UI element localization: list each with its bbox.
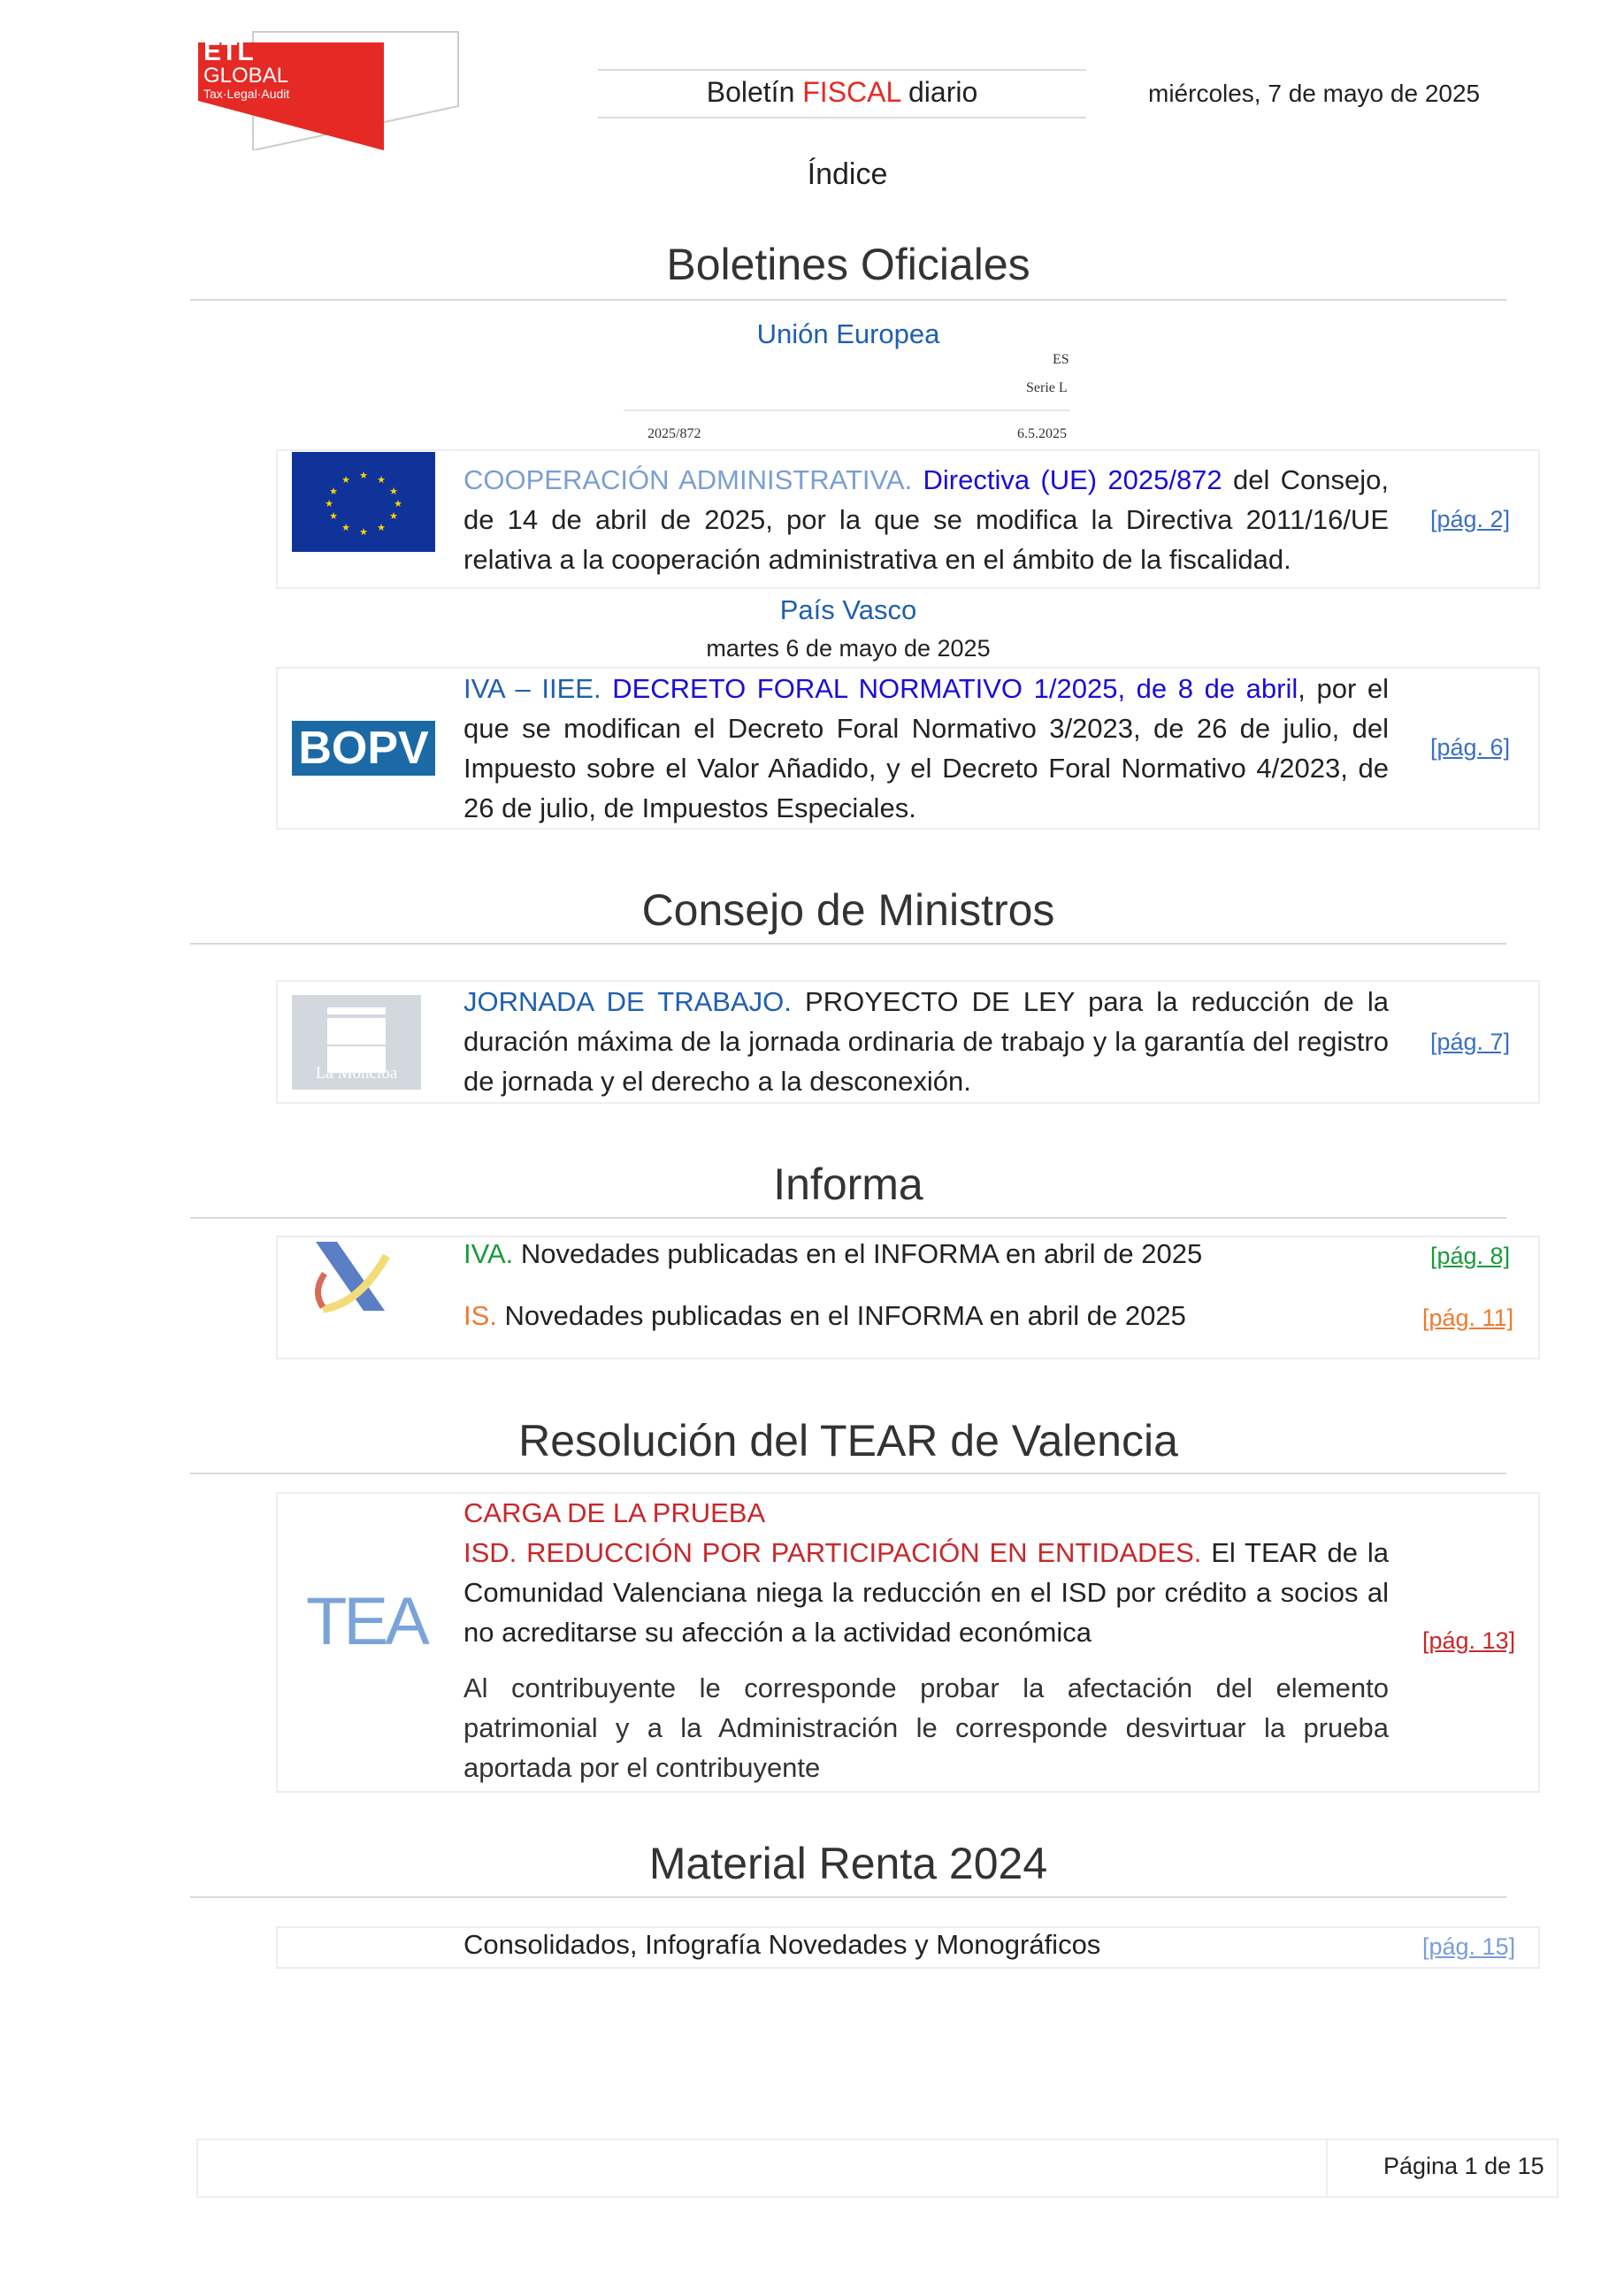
section-title-consejo: Consejo de Ministros — [641, 885, 1055, 935]
svg-text:★: ★ — [389, 486, 398, 497]
eu-flag-icon — [292, 452, 435, 552]
entry-ue-text: COOPERACIÓN ADMINISTRATIVA. Directiva (UE) 2025/872 del Consejo, de 14 de abril de 2025, por la que se modifica la Directiva 2011/16/UE relativa a la cooperación administrativa en el ámbito de la fiscalidad. — [463, 464, 1389, 575]
entry-bopv-text: IVA – IIEE. DECRETO FORAL NORMATIVO 1/2025, de 8 de abril, por el que se modifican el Decreto Foral Normativo 3/2023, de 26 de julio, del Impuesto sobre el Valor Añadido, y el Decreto Foral Normativo 4/2023, de 26 de julio, de Impuestos Especiales. — [463, 673, 1389, 823]
directiva-link[interactable]: Directiva (UE) 2025/872 — [923, 464, 1222, 495]
aeat-logo-icon — [305, 1238, 394, 1318]
index-title: Índice — [807, 157, 888, 191]
svg-text:★: ★ — [377, 523, 386, 533]
page-link-7[interactable]: [pág. 7] — [1430, 1029, 1511, 1055]
section-title-tear: Resolución del TEAR de Valencia — [518, 1416, 1178, 1466]
tea-logo: TEA — [306, 1584, 426, 1659]
informa-item-iva: IVA. Novedades publicadas en el INFORMA en abril de 2025 — [463, 1238, 1203, 1269]
page-link-2[interactable]: [pág. 2] — [1430, 506, 1511, 532]
bulletin-title: Boletín FISCAL diario — [706, 76, 978, 108]
svg-text:★: ★ — [341, 523, 350, 533]
svg-text:★: ★ — [329, 486, 338, 497]
page-link-15[interactable]: [pág. 15] — [1422, 1933, 1516, 1960]
page-link-6[interactable]: [pág. 6] — [1430, 734, 1511, 761]
document-page: ETL GLOBAL Tax·Legal·Audit Boletín FISCAL diario miércoles, 7 de mayo de 2025 Índice Boletines Oficiales Unión Europea ES Serie L 2025/872 6.5.2025 ★ ★ ★ ★ ★ ★ ★ ★ ★ ★ ★ ★ COOPERACIÓN ADMINISTRATIVA. Directiva (UE) 2025/872 del Consejo, de 14 de abril de 2025, por la que se modifica la Directiva 2011/16/UE relativa a la cooperación administrativa en el ámbito de la fiscalidad. [pág. 2] País Vasco martes 6 de mayo de 2025 BOPV IVA – IIEE. DECRETO FORAL NORMATIVO 1/2025, de 8 de abril, por el que se modifican el Decreto Foral Normativo 3/2023, de 26 de julio, del Impuesto sobre el Valor Añadido, y el Decreto Foral Normativo 4/2023, de 26 de julio, de Impuestos Especiales. [pág. 6] Consejo de Ministros La Moncloa JORNADA DE TRABAJO. PROYECTO DE LEY para la reducción de la duración máxima de la jornada ordinaria de trabajo y la garantía del registro de jornada y el derecho a la desconexión. [pág. 7] Informa IVA. Novedades publicadas en el INFORMA en abril de 2025 [pág. 8] IS. Novedades publicadas en el INFORMA en abril de 2025 [pág. 11] Resolución del TEAR de Valencia TEA CARGA DE LA PRUEBA ISD. REDUCCIÓN POR PARTICIPACIÓN EN ENTIDADES. El TEAR de la Comunidad Valenciana niega la reducción en el ISD por crédito a socios al no acreditarse su afección a la actividad económica Al contribuyente le corresponde probar la afectación del elemento patrimonial y a la Administración le corresponde desvirtuar la prueba aportada por el contribuyente [pág. 13] Material Renta 2024 Consolidados, Infografía Novedades y Monográficos [pág. 15] Página 1 de 15 — [0, 0, 1624, 2296]
section-title-renta: Material Renta 2024 — [648, 1839, 1048, 1888]
page-link-11[interactable]: [pág. 11] — [1422, 1305, 1514, 1331]
decreto-foral-link[interactable]: DECRETO FORAL NORMATIVO 1/2025, de 8 de abril — [612, 673, 1298, 704]
svg-text:★: ★ — [359, 527, 368, 538]
svg-text:★: ★ — [359, 471, 368, 481]
svg-text:★: ★ — [329, 511, 338, 522]
renta-text: Consolidados, Infografía Novedades y Monográficos — [463, 1929, 1101, 1960]
section-title-boletines: Boletines Oficiales — [666, 240, 1030, 289]
svg-text:★: ★ — [377, 475, 386, 486]
page-number: Página 1 de 15 — [1383, 2153, 1544, 2179]
bopv-logo: BOPV — [292, 721, 435, 776]
subsection-ue: Unión Europea — [756, 318, 940, 349]
etl-global-logo: ETL GLOBAL Tax·Legal·Audit — [198, 30, 460, 150]
page-link-8[interactable]: [pág. 8] — [1430, 1243, 1511, 1269]
svg-text:★: ★ — [325, 499, 333, 509]
entry-tear-text: CARGA DE LA PRUEBA ISD. REDUCCIÓN POR PARTICIPACIÓN EN ENTIDADES. El TEAR de la Comunidad Valenciana niega la reducción en el ISD por crédito a socios al no acreditarse su afección a la actividad económica Al contribuyente le corresponde probar la afectación del elemento patrimonial y a la Administración le corresponde desvirtuar la prueba aportada por el contribuyente — [463, 1497, 1389, 1783]
page-link-13[interactable]: [pág. 13] — [1422, 1627, 1516, 1654]
subsection-pais-vasco: País Vasco — [779, 594, 917, 625]
moncloa-logo: La Moncloa — [292, 995, 421, 1090]
header-date: miércoles, 7 de mayo de 2025 — [1148, 80, 1481, 107]
svg-text:★: ★ — [389, 511, 398, 522]
section-title-informa: Informa — [773, 1159, 923, 1209]
svg-text:★: ★ — [341, 475, 350, 486]
footer — [196, 2139, 1559, 2198]
entry-jornada-text: JORNADA DE TRABAJO. PROYECTO DE LEY para la reducción de la duración máxima de la jornada ordinaria de trabajo y la garantía del registro de jornada y el derecho a la desconexión. — [463, 986, 1389, 1097]
informa-item-is: IS. Novedades publicadas en el INFORMA en abril de 2025 — [463, 1300, 1186, 1331]
svg-text:★: ★ — [394, 499, 402, 509]
